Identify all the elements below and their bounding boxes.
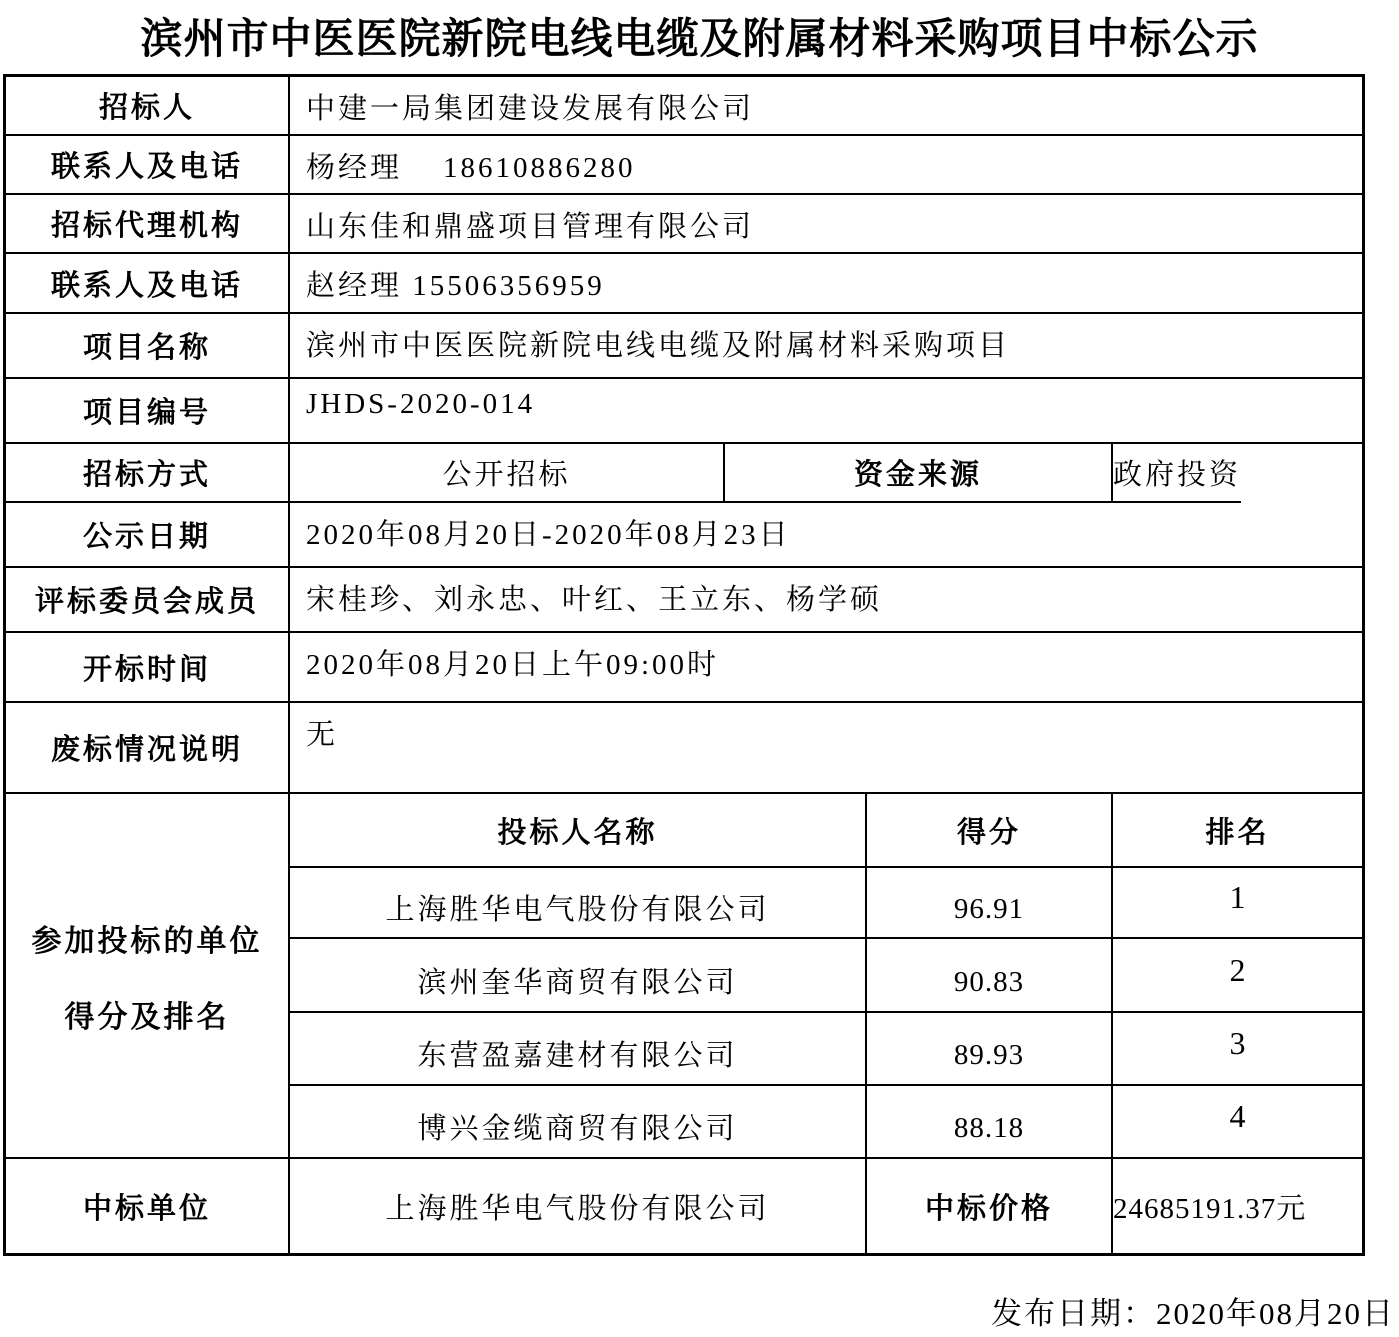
table-row-bidder-2 bbox=[290, 939, 1362, 1013]
winner-price-label: 中标价格 bbox=[867, 1159, 1113, 1253]
bidder-score: 89.93 bbox=[867, 1013, 1113, 1086]
row-value: 山东佳和鼎盛项目管理有限公司 bbox=[290, 195, 1362, 254]
table-row-opening-time bbox=[6, 633, 1362, 703]
column-header-bidder-name: 投标人名称 bbox=[290, 794, 867, 868]
announcement-table bbox=[3, 74, 1365, 1256]
bidder-name: 东营盈嘉建材有限公司 bbox=[290, 1013, 867, 1086]
table-row-publicity-date bbox=[6, 503, 1362, 568]
row-label: 公示日期 bbox=[6, 503, 290, 568]
row-value: 杨经理 18610886280 bbox=[290, 136, 1362, 195]
page-title: 滨州市中医医院新院电线电缆及附属材料采购项目中标公示 bbox=[140, 17, 1259, 63]
row-value: 2020年08月20日上午09:00时 bbox=[290, 633, 1362, 703]
bidder-rank: 4 bbox=[1113, 1086, 1362, 1159]
bidder-score: 90.83 bbox=[867, 939, 1113, 1013]
bidders-header-row bbox=[290, 794, 1362, 868]
bidder-rank: 1 bbox=[1113, 868, 1362, 939]
table-row-contact-2 bbox=[6, 254, 1362, 314]
bidder-name: 滨州奎华商贸有限公司 bbox=[290, 939, 867, 1013]
winner-price-value: 24685191.37元 bbox=[1113, 1192, 1307, 1225]
bidders-label-line2: 得分及排名 bbox=[64, 1000, 230, 1034]
row-label: 项目名称 bbox=[6, 314, 290, 379]
table-row-invalid-bids bbox=[6, 703, 1362, 794]
row-label: 开标时间 bbox=[6, 633, 290, 703]
bidder-rank: 2 bbox=[1113, 939, 1362, 1013]
row-value: 中建一局集团建设发展有限公司 bbox=[290, 77, 1362, 136]
column-header-score: 得分 bbox=[867, 794, 1113, 868]
row-label: 招标人 bbox=[6, 77, 290, 136]
row-value: 滨州市中医医院新院电线电缆及附属材料采购项目 bbox=[290, 314, 1362, 379]
table-row-tenderee bbox=[6, 77, 1362, 136]
row-label: 招标代理机构 bbox=[6, 195, 290, 254]
row-value: 2020年08月20日-2020年08月23日 bbox=[290, 503, 1362, 568]
funding-label: 资金来源 bbox=[725, 444, 1113, 503]
row-label: 联系人及电话 bbox=[6, 254, 290, 314]
bidder-rank: 3 bbox=[1113, 1013, 1362, 1086]
bidder-name: 博兴金缆商贸有限公司 bbox=[290, 1086, 867, 1159]
row-value: JHDS-2020-014 bbox=[290, 379, 1362, 444]
publish-date: 发布日期：2020年08月20日 bbox=[991, 1296, 1395, 1331]
row-value: 赵经理 15506356959 bbox=[290, 254, 1362, 314]
bidder-name: 上海胜华电气股份有限公司 bbox=[290, 868, 867, 939]
row-label: 招标方式 bbox=[6, 444, 290, 503]
column-header-rank: 排名 bbox=[1113, 794, 1362, 868]
table-row-contact-1 bbox=[6, 136, 1362, 195]
winner-label: 中标单位 bbox=[6, 1159, 290, 1253]
row-value: 无 bbox=[290, 703, 1362, 794]
table-row-agency bbox=[6, 195, 1362, 254]
bidders-subtable bbox=[290, 794, 1362, 1159]
table-row-method-funding bbox=[6, 444, 1362, 503]
bidder-score: 88.18 bbox=[867, 1086, 1113, 1159]
table-row-winner bbox=[6, 1159, 1362, 1253]
row-label: 联系人及电话 bbox=[6, 136, 290, 195]
winner-name: 上海胜华电气股份有限公司 bbox=[290, 1159, 867, 1253]
funding-value: 政府投资 bbox=[1113, 444, 1241, 503]
bidders-section bbox=[6, 794, 1362, 1159]
bidders-label-line1: 参加投标的单位 bbox=[31, 924, 263, 958]
row-label: 项目编号 bbox=[6, 379, 290, 444]
table-row-project-number bbox=[6, 379, 1362, 444]
table-row-bidder-4 bbox=[290, 1086, 1362, 1159]
row-value: 宋桂珍、刘永忠、叶红、王立东、杨学硕 bbox=[290, 568, 1362, 633]
table-row-bidder-1 bbox=[290, 868, 1362, 939]
method-value: 公开招标 bbox=[290, 444, 725, 503]
table-row-committee bbox=[6, 568, 1362, 633]
row-label: 废标情况说明 bbox=[6, 703, 290, 794]
row-label: 评标委员会成员 bbox=[6, 568, 290, 633]
table-row-bidder-3 bbox=[290, 1013, 1362, 1086]
bidder-score: 96.91 bbox=[867, 868, 1113, 939]
table-row-project-name bbox=[6, 314, 1362, 379]
bidders-section-label bbox=[6, 794, 290, 1159]
